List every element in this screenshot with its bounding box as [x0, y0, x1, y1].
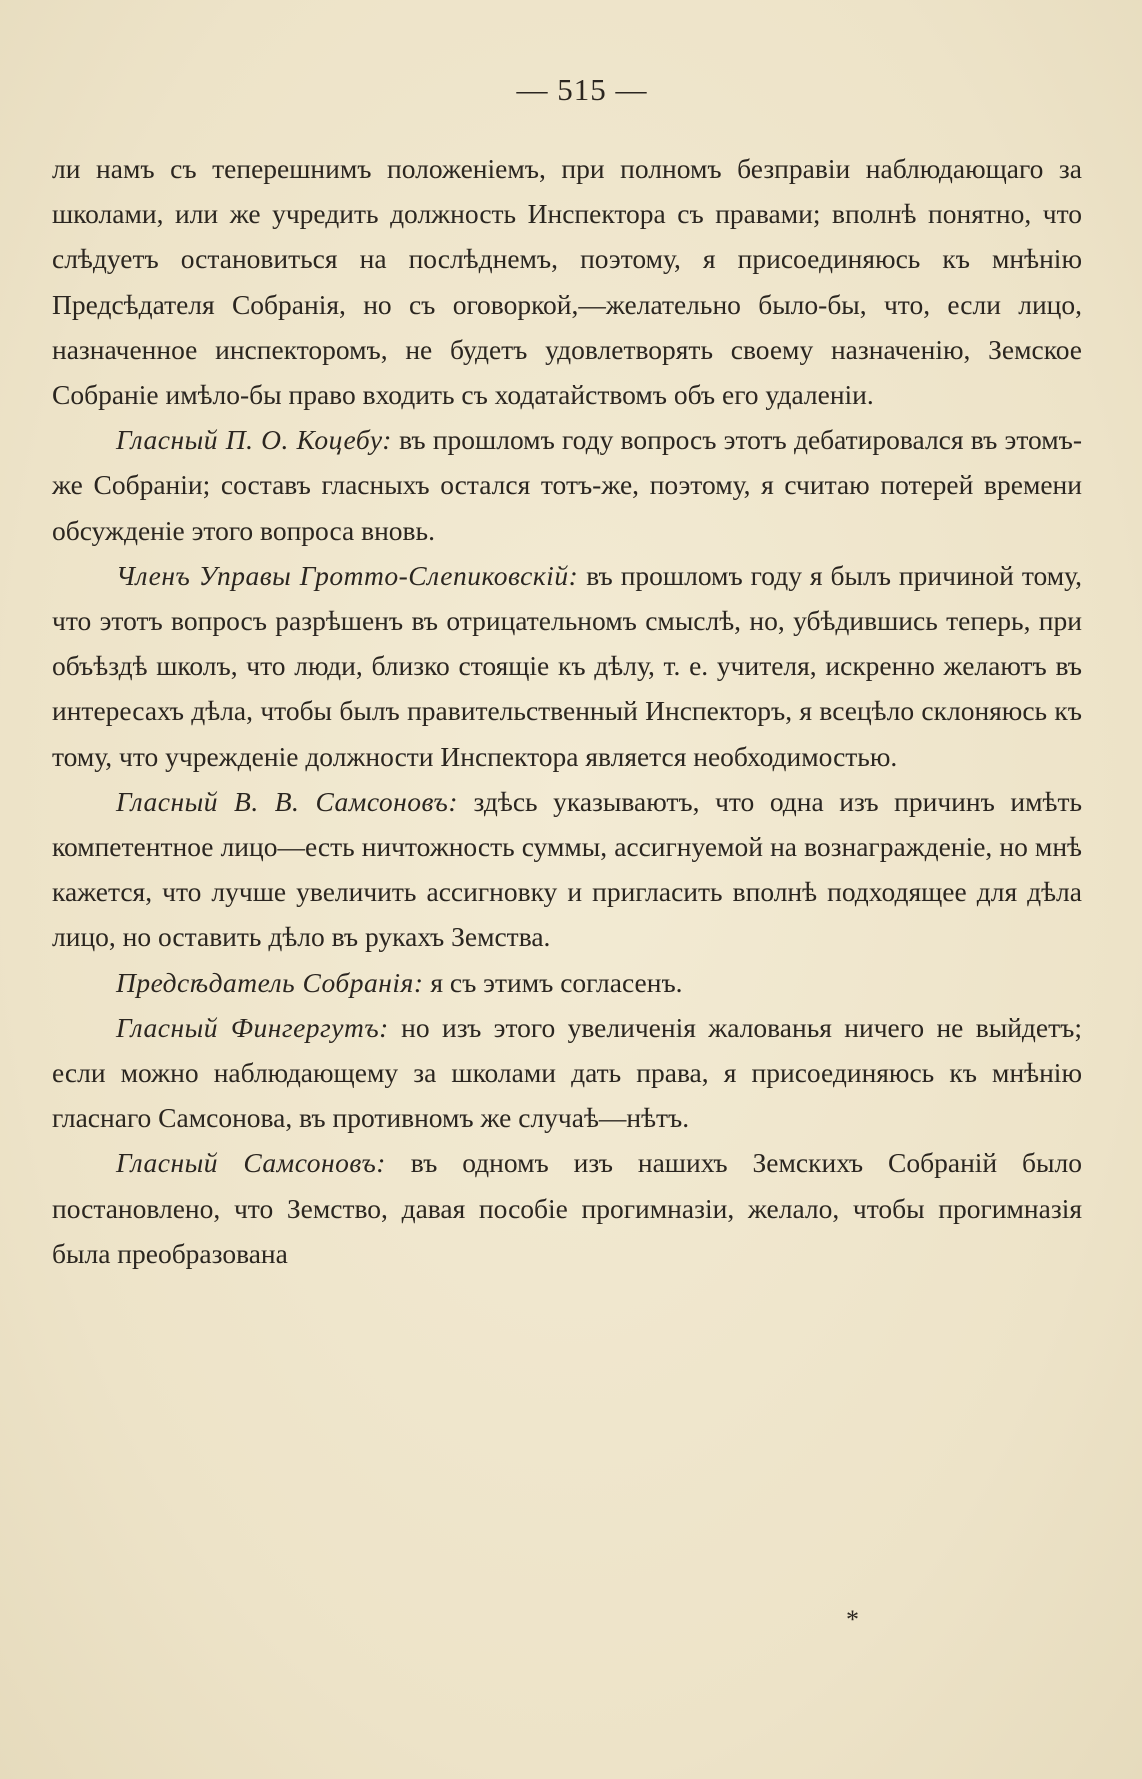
paragraph-text: ли намъ съ теперешнимъ положеніемъ, при полномъ безправіи наблюдающаго за школами, или же учредить должность Инспектора съ правами; вполнѣ понятно, что слѣдуетъ остановиться на послѣднемъ, поэтому, я присоединяюсь къ мнѣнію Предсѣдателя Собранія, но съ оговоркой,—желательно было-бы, что, если лицо, назначенное инспекторомъ, не будетъ удовлетворять своему назначенію, Земское Собраніе имѣло-бы право входить съ ходатайствомъ объ его удаленіи. — [52, 153, 1082, 411]
paragraph-text: здѣсь указываютъ, что одна изъ причинъ имѣть компетентное лицо—есть ничтожность суммы, ассигнуемой на вознагражденіе, но мнѣ кажется, что лучше увеличить ассигновку и пригласить вполнѣ подходящее для дѣла лицо, но оставить дѣло въ рукахъ Земства. — [52, 785, 1082, 953]
paragraph-text: но изъ этого увеличенія жалованья ничего не выйдетъ; если можно наблюдающему за школами дать права, я присоединяюсь къ мнѣнію гласнаго Самсонова, въ противномъ же случаѣ—нѣтъ. — [52, 1011, 1082, 1134]
speaker-name: Гласный Фингергутъ: — [116, 1011, 389, 1043]
signature-mark: * — [846, 1605, 859, 1634]
paragraph-speech — [52, 553, 1082, 779]
speaker-name: Гласный П. О. Коцебу: — [116, 424, 392, 456]
paragraph-text: я съ этимъ согласенъ. — [423, 966, 683, 998]
speaker-name: Членъ Управы Гротто-Слепиковскій: — [116, 559, 579, 591]
paragraph-text: въ прошломъ году я былъ причиной тому, что этотъ вопросъ разрѣшенъ въ отрицательномъ смыслѣ, но, убѣдившись теперь, при объѣздѣ школъ, что люди, близко стоящіе къ дѣлу, т. е. учителя, искренно желаютъ въ интересахъ дѣла, чтобы былъ правительственный Инспекторъ, я всецѣло склоняюсь къ тому, что учрежденіе должности Инспектора является необходимостью. — [52, 559, 1082, 772]
paragraph-speech — [52, 1005, 1082, 1141]
page-number: — 515 — — [516, 72, 648, 107]
paragraph-speech — [52, 779, 1082, 960]
speaker-name: Гласный В. В. Самсоновъ: — [116, 785, 458, 817]
paragraph-speech — [52, 417, 1082, 553]
paragraph-speech — [52, 1140, 1082, 1276]
speaker-name: Гласный Самсоновъ: — [116, 1147, 386, 1179]
paragraph-text: въ одномъ изъ нашихъ Земскихъ Собраній было постановлено, что Земство, давая пособіе прогимназіи, желало, чтобы прогимназія была преобразована — [52, 1147, 1082, 1269]
paragraph-speech — [52, 960, 1082, 1005]
paragraph-text: въ прошломъ году вопросъ этотъ дебатировался въ этомъ-же Собраніи; составъ гласныхъ остался тотъ-же, поэтому, я считаю потерей времени обсужденіе этого вопроса вновь. — [52, 424, 1082, 546]
speaker-name: Предсѣдатель Собранія: — [116, 966, 424, 998]
paragraph-continuation — [52, 146, 1082, 417]
